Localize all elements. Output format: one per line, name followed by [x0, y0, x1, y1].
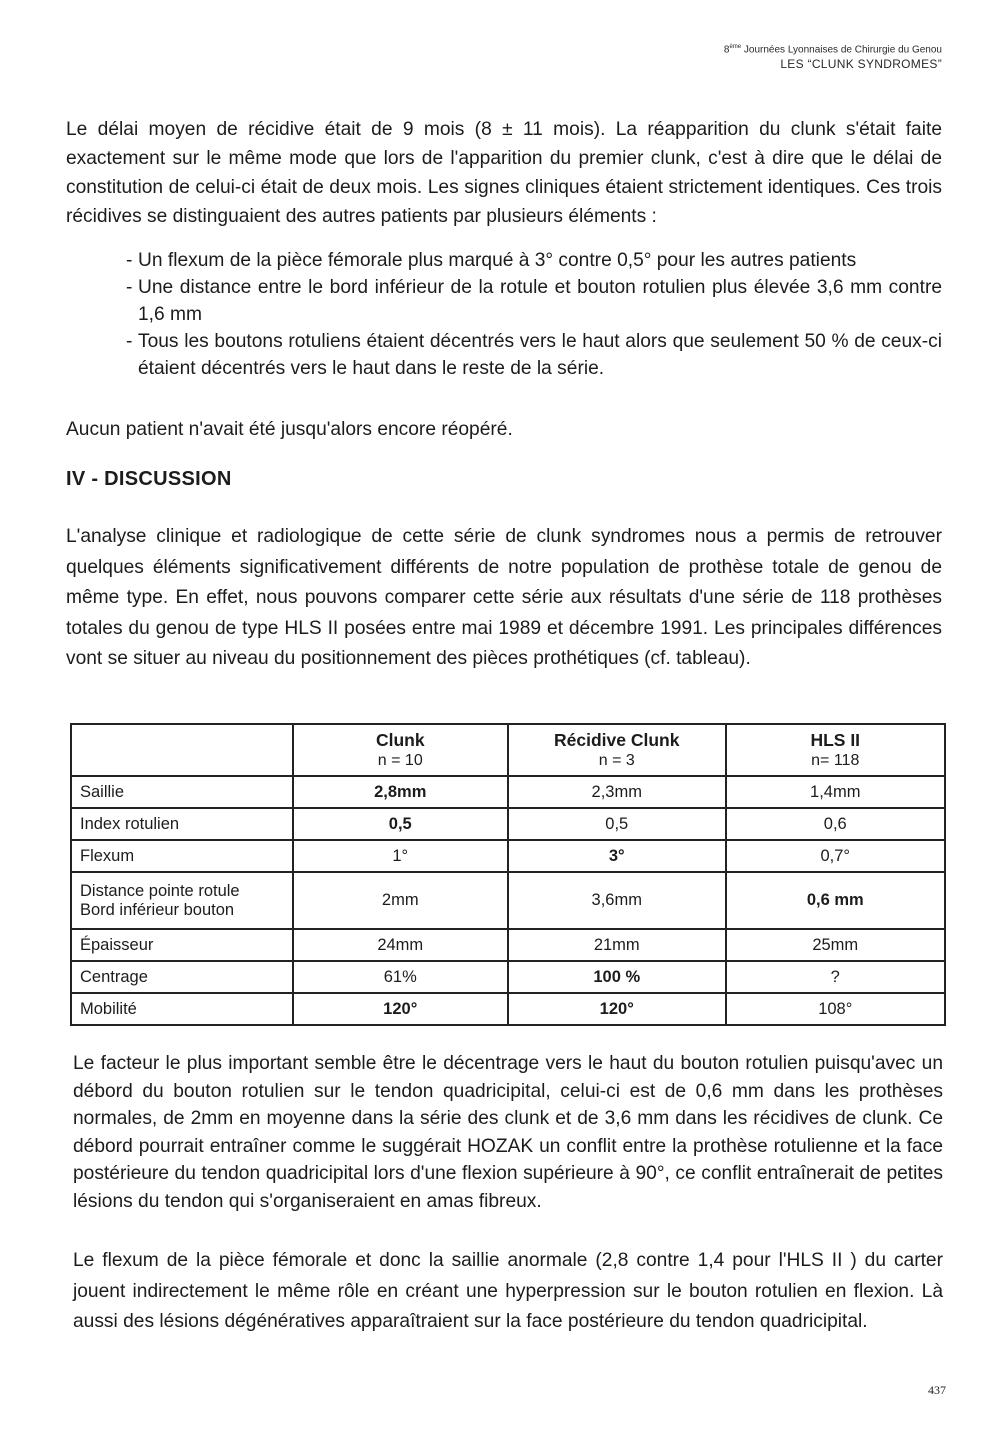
- paragraph-recurrence-delay: Le délai moyen de récidive était de 9 mois (8 ± 11 mois). La réapparition du clunk s'était faite exactement sur le même mode que lors de l'apparition du premier clunk, c'est à dire que le délai de constitution de celui-ci était de deux mois. Les signes cliniques étaient strictement identiques. Ces trois récidives se distinguaient des autres patients par plusieurs éléments :: [66, 119, 942, 227]
- paragraph-decentration: Le facteur le plus important semble être le décentrage vers le haut du bouton rotulien puisqu'avec un débord du bouton rotulien sur le tendon quadricipital, celui-ci est de 0,6 mm dans les prothèses normales, de 2mm en moyenne dans la série des clunk et de 3,6 mm dans les récidives de clunk. Ce débord pourrait entraîner comme le suggérait HOZAK un conflit entre la prothèse rotulienne et la face postérieure du tendon quadricipital lors d'une flexion supérieure à 90°, ce conflit entraînerait de petites lésions du tendon qui s'organiseraient en amas fibreux.: [73, 1053, 943, 1212]
- page-number: 437: [928, 1383, 946, 1397]
- table-cell: 3°: [508, 840, 726, 872]
- table-cell: 0,7°: [726, 840, 945, 872]
- table-header-hls: HLS II n= 118: [726, 724, 945, 776]
- table-cell: 2,8mm: [293, 776, 508, 808]
- conference-title: 8ème Journées Lyonnaises de Chirurgie du Genou: [723, 44, 942, 56]
- row-label: Flexum: [71, 840, 293, 872]
- table-cell: 21mm: [508, 929, 726, 961]
- paragraph-discussion-intro: L'analyse clinique et radiologique de cette série de clunk syndromes nous a permis de retrouver quelques éléments significativement différents de notre population de prothèse totale de genou de même type. En effet, nous pouvons comparer cette série aux résultats d'une série de 118 prothèses totales du genou de type HLS II posées entre mai 1989 et décembre 1991. Les principales différences vont se situer au niveau du positionnement des pièces prothétiques (cf. tableau).: [66, 526, 942, 669]
- table-row: [71, 961, 945, 993]
- table-row: [71, 872, 945, 929]
- table-header-row: [71, 724, 945, 776]
- table-cell: 2,3mm: [508, 776, 726, 808]
- table-cell: 1,4mm: [726, 776, 945, 808]
- bullet-flexum: - Un flexum de la pièce fémorale plus marqué à 3° contre 0,5° pour les autres patients: [126, 247, 942, 274]
- table-cell: 0,5: [293, 808, 508, 840]
- table-row: [71, 929, 945, 961]
- table-cell: 2mm: [293, 872, 508, 929]
- bullet-distance: - Une distance entre le bord inférieur de la rotule et bouton rotulien plus élevée 3,6 mm contre 1,6 mm: [126, 274, 942, 328]
- table-header-empty: [71, 724, 293, 776]
- chapter-title: LES “CLUNK SYNDROMES”: [780, 57, 942, 72]
- row-label: Mobilité: [71, 993, 293, 1025]
- row-label: Saillie: [71, 776, 293, 808]
- comparison-table: [70, 723, 946, 1026]
- table-header-recidive: Récidive Clunk n = 3: [508, 724, 726, 776]
- row-label-line2: Bord inférieur bouton: [80, 900, 235, 919]
- table-cell: 120°: [293, 993, 508, 1025]
- paragraph-no-reoperation: Aucun patient n'avait été jusqu'alors encore réopéré.: [66, 419, 513, 440]
- bullet-decentred: - Tous les boutons rotuliens étaient décentrés vers le haut alors que seulement 50 % de ceux-ci étaient décentrés vers le haut dans le reste de la série.: [126, 328, 942, 382]
- table-row: [71, 993, 945, 1025]
- row-label: Centrage: [71, 961, 293, 993]
- table-cell: 108°: [726, 993, 945, 1025]
- table-cell: 3,6mm: [508, 872, 726, 929]
- table-row: [71, 808, 945, 840]
- row-label: Index rotulien: [71, 808, 293, 840]
- table-cell: 24mm: [293, 929, 508, 961]
- row-label: Épaisseur: [71, 929, 293, 961]
- table-cell: 0,5: [508, 808, 726, 840]
- table-row: [71, 776, 945, 808]
- recurrence-bullet-list: [126, 247, 942, 382]
- row-label: [71, 872, 293, 929]
- table-row: [71, 840, 945, 872]
- table-cell: 0,6 mm: [726, 872, 945, 929]
- table-cell: 1°: [293, 840, 508, 872]
- table-cell: 25mm: [726, 929, 945, 961]
- table-cell: 0,6: [726, 808, 945, 840]
- table-cell: ?: [726, 961, 945, 993]
- row-label-line1: Distance pointe rotule: [80, 881, 240, 900]
- section-heading-discussion: IV - DISCUSSION: [66, 468, 232, 490]
- paragraph-flexum: Le flexum de la pièce fémorale et donc la saillie anormale (2,8 contre 1,4 pour l'HLS II ) du carter jouent indirectement le même rôle en créant une hyperpression sur le bouton rotulien en flexion. Là aussi des lésions dégénératives apparaîtraient sur la face postérieure du tendon quadricipital.: [73, 1250, 943, 1332]
- table-cell: 120°: [508, 993, 726, 1025]
- running-header: [724, 40, 942, 71]
- table-cell: 61%: [293, 961, 508, 993]
- table-cell: 100 %: [508, 961, 726, 993]
- table-header-clunk: Clunk n = 10: [293, 724, 508, 776]
